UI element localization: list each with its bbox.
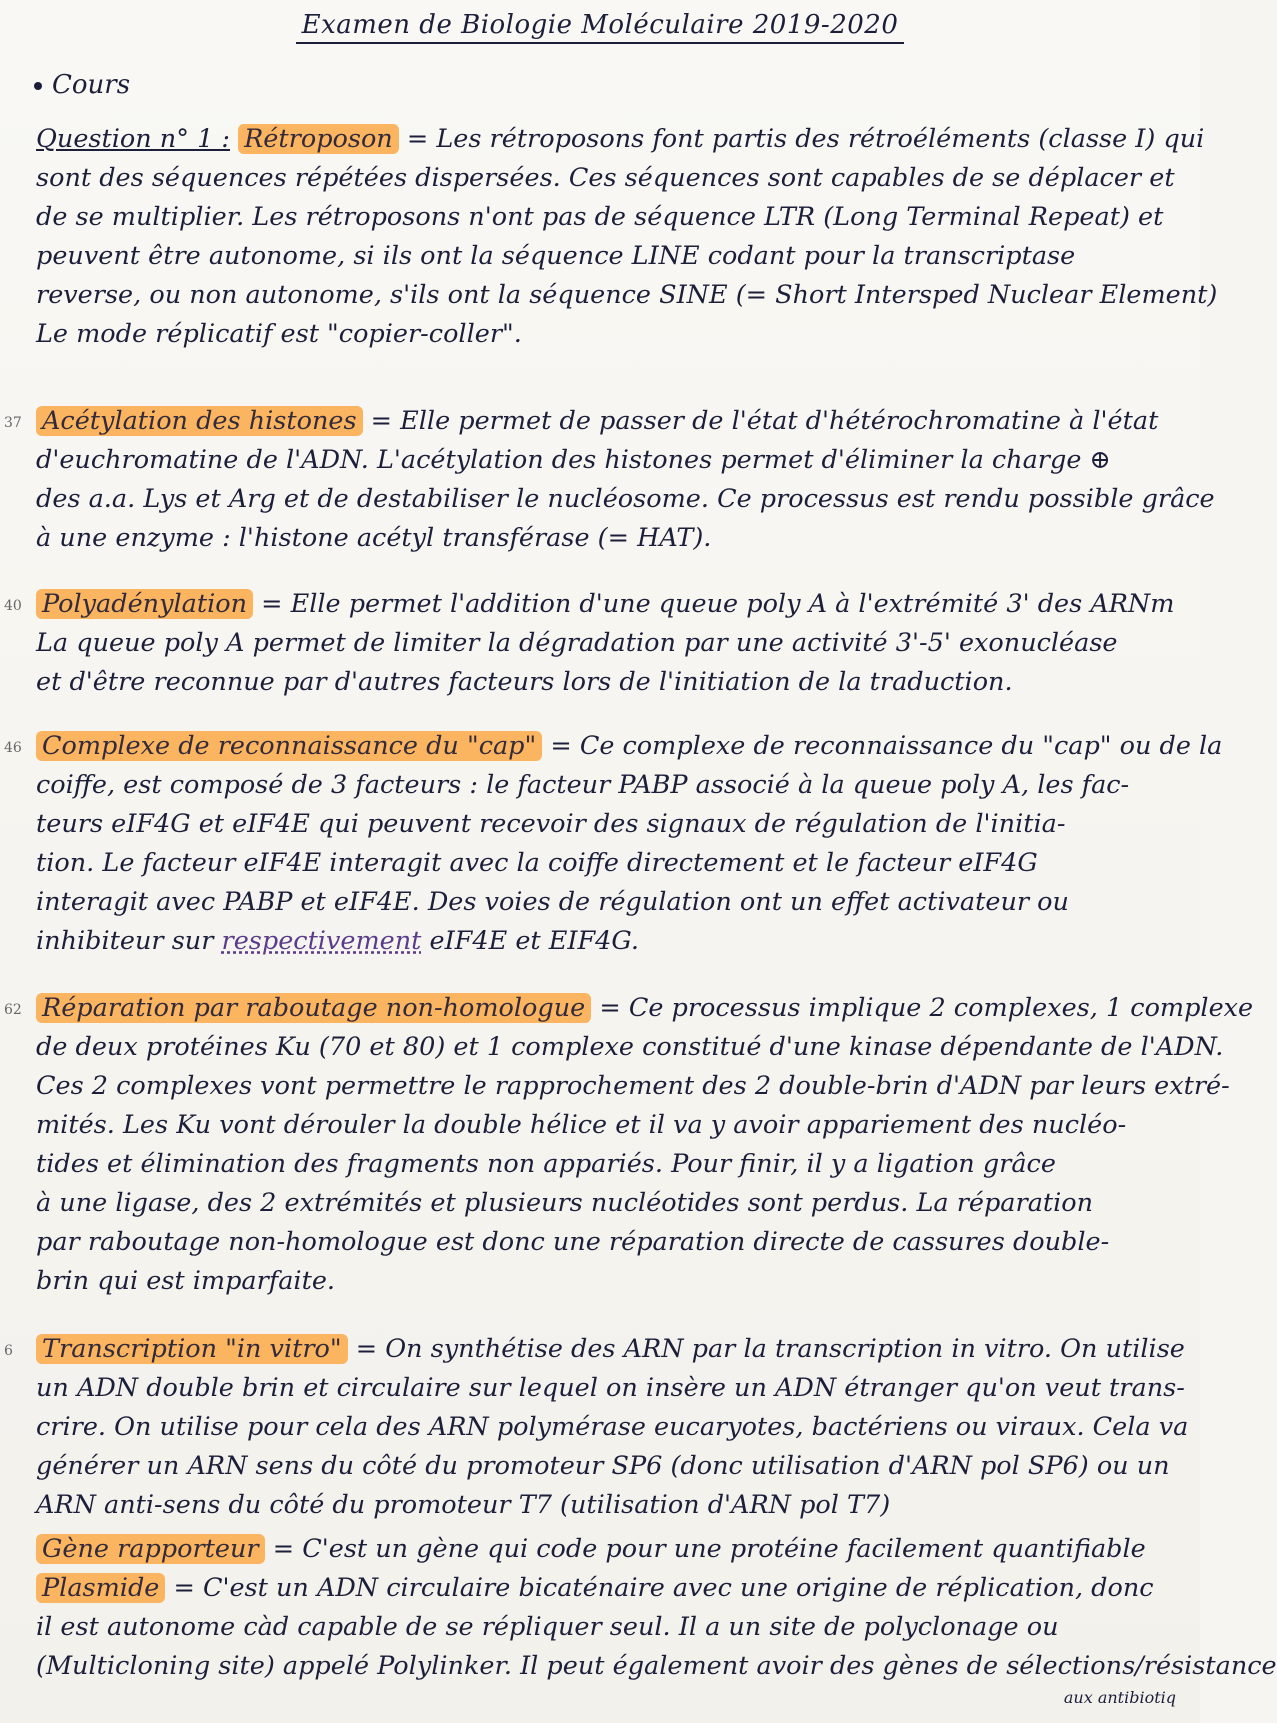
section-line (36, 1686, 1176, 1707)
margin-number: 46 (4, 740, 22, 756)
section-line: et d'être reconnue par d'autres facteurs lors de l'initiation de la traduction. (36, 667, 1013, 697)
section-line: Réparation par raboutage non-homologue = Ce processus implique 2 complexes, 1 complexe (36, 989, 1176, 1028)
section-line: Le mode réplicatif est "copier-coller". (36, 319, 522, 349)
section-line: teurs eIF4G et eIF4E qui peuvent recevoir des signaux de régulation de l'initia- (36, 809, 1066, 839)
section-line: coiffe, est composé de 3 facteurs : le facteur PABP associé à la queue poly A, les fac- (36, 770, 1130, 800)
section-line: Acétylation des histones = Elle permet de passer de l'état d'hétérochromatine à l'état (36, 402, 1176, 441)
section-line: il est autonome càd capable de se répliquer seul. Il a un site de polyclonage ou (36, 1612, 1059, 1642)
term-highlight: Transcription "in vitro" (36, 1334, 348, 1364)
page-title: Examen de Biologie Moléculaire 2019-2020 (0, 10, 1200, 40)
section-line: Question n° 1 : Rétroposon = Les rétroposons font partis des rétroéléments (classe I) qui (36, 124, 1205, 154)
section-line: Polyadénylation = Elle permet l'addition d'une queue poly A à l'extrémité 3' des ARNm (36, 585, 1176, 624)
section-line: un ADN double brin et circulaire sur lequel on insère un ADN étranger qu'on veut trans- (36, 1373, 1185, 1403)
section-line: reverse, ou non autonome, s'ils ont la séquence SINE (= Short Intersped Nuclear Element) (36, 280, 1218, 310)
section-line: brin qui est imparfaite. (36, 1266, 336, 1296)
section-line: à une enzyme : l'histone acétyl transférase (= HAT). (36, 523, 712, 553)
section-line: (Multicloning site) appelé Polylinker. Il peut également avoir des gènes de sélections/résistance (36, 1651, 1277, 1681)
term-highlight: Réparation par raboutage non-homologue (36, 993, 591, 1023)
section-line: à une ligase, des 2 extrémités et plusieurs nucléotides sont perdus. La réparation (36, 1188, 1094, 1218)
section-line: générer un ARN sens du côté du promoteur SP6 (donc utilisation d'ARN pol SP6) ou un (36, 1451, 1170, 1481)
section-line: de se multiplier. Les rétroposons n'ont pas de séquence LTR (Long Terminal Repeat) et (36, 202, 1164, 232)
section-line: Transcription "in vitro" = On synthétise des ARN par la transcription in vitro. On utilise (36, 1330, 1176, 1369)
section-line: par raboutage non-homologue est donc une réparation directe de cassures double- (36, 1227, 1110, 1257)
section-gene-rapporteur (36, 1530, 1176, 1569)
section-line: La queue poly A permet de limiter la dégradation par une activité 3'-5' exonucléase (36, 628, 1118, 658)
section-line: sont des séquences répétées dispersées. Ces séquences sont capables de se déplacer et (36, 163, 1175, 193)
term-highlight: Rétroposon (238, 124, 399, 154)
question-label: Question n° 1 : (36, 124, 230, 154)
section-line: des a.a. Lys et Arg et de destabiliser le nucléosome. Ce processus est rendu possible grâce (36, 484, 1215, 514)
section-line: Plasmide = C'est un ADN circulaire bicaténaire avec une origine de réplication, donc (36, 1569, 1176, 1608)
section-cap-complex (36, 727, 1223, 961)
section-line: d'euchromatine de l'ADN. L'acétylation des histones permet d'éliminer la charge ⊕ (36, 445, 1111, 475)
colored-word: respectivement (221, 926, 422, 956)
bullet-icon (34, 82, 42, 90)
term-highlight: Polyadénylation (36, 589, 253, 619)
section-line: tion. Le facteur eIF4E interagit avec la coiffe directement et le facteur eIF4G (36, 848, 1038, 878)
margin-number: 6 (4, 1343, 13, 1359)
section-polyadenylation (36, 585, 1176, 702)
section-line: mités. Les Ku vont dérouler la double hélice et il va y avoir appariement des nucléo- (36, 1110, 1127, 1140)
margin-number: 37 (4, 415, 22, 431)
overflow-note: aux antibiotiq (1063, 1688, 1176, 1707)
section-transcription (36, 1330, 1189, 1525)
section-acetylation (36, 402, 1215, 558)
section-plasmide (36, 1569, 1277, 1707)
section-line: peuvent être autonome, si ils ont la séquence LINE codant pour la transcriptase (36, 241, 1076, 271)
cours-heading: Cours (34, 70, 130, 100)
section-line: interagit avec PABP et eIF4E. Des voies de régulation ont un effet activateur ou (36, 887, 1069, 917)
section-line: Complexe de reconnaissance du "cap" = Ce complexe de reconnaissance du "cap" ou de la (36, 727, 1176, 766)
section-line: ARN anti-sens du côté du promoteur T7 (utilisation d'ARN pol T7) (36, 1490, 891, 1520)
term-highlight: Plasmide (36, 1573, 165, 1603)
section-line: Ces 2 complexes vont permettre le rapprochement des 2 double-brin d'ADN par leurs extré- (36, 1071, 1230, 1101)
section-line: de deux protéines Ku (70 et 80) et 1 complexe constitué d'une kinase dépendante de l'ADN. (36, 1032, 1224, 1062)
margin-number: 62 (4, 1002, 22, 1018)
section-line: Gène rapporteur = C'est un gène qui code pour une protéine facilement quantifiable (36, 1530, 1176, 1569)
section-line: tides et élimination des fragments non appariés. Pour finir, il y a ligation grâce (36, 1149, 1056, 1179)
section-line: inhibiteur sur respectivement eIF4E et EIF4G. (36, 926, 639, 956)
section-retroposon (36, 120, 1218, 354)
section-nhej (36, 989, 1254, 1301)
term-highlight: Acétylation des histones (36, 406, 363, 436)
margin-number: 40 (4, 598, 22, 614)
term-highlight: Complexe de reconnaissance du "cap" (36, 731, 542, 761)
section-line: crire. On utilise pour cela des ARN polymérase eucaryotes, bactériens ou viraux. Cela va (36, 1412, 1189, 1442)
term-highlight: Gène rapporteur (36, 1534, 265, 1564)
